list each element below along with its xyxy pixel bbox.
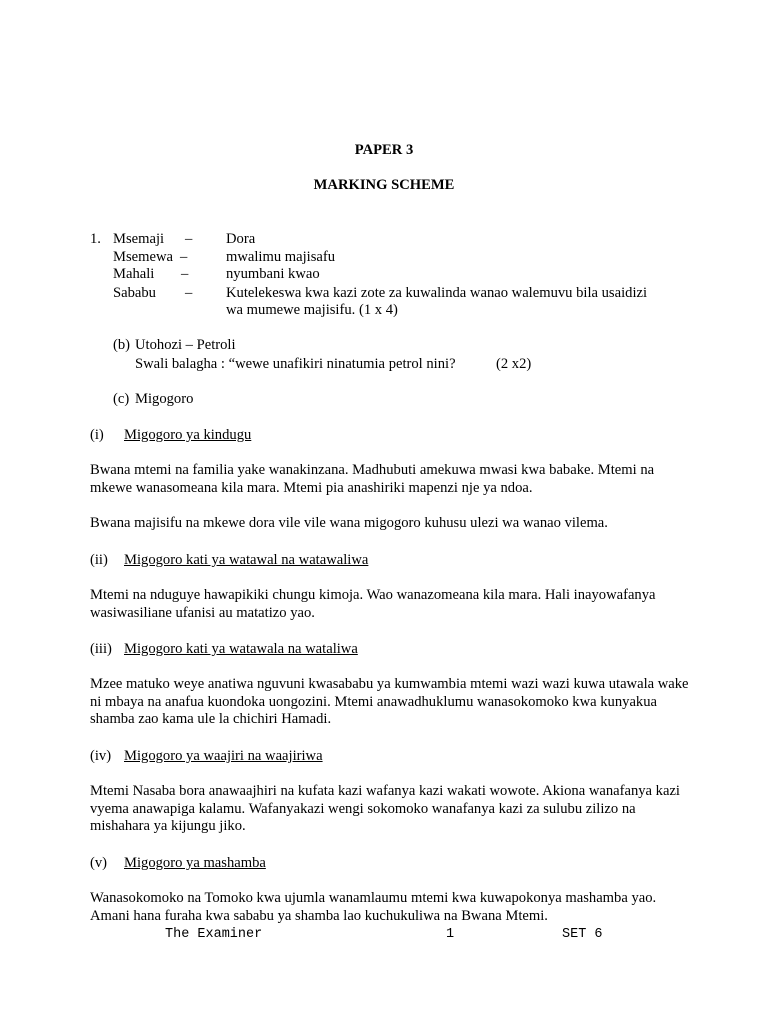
footer-examiner: The Examiner — [165, 927, 263, 942]
part-c-label: (c) — [113, 391, 130, 407]
section-paragraph: Mtemi na nduguye hawapikiki chungu kimoja. Wao wanazomeana kila mara. Hali inayowafanya wasiwasiliane ufanisi au matatizo yao. — [90, 587, 656, 621]
section-paragraph: Bwana majisifu na mkewe dora vile vile wana migogoro kuhusu ulezi wa wanao vilema. — [90, 515, 608, 531]
value-msemewa: mwalimu majisafu — [226, 249, 336, 265]
section-num: (iii) — [90, 641, 112, 657]
section-heading: Migogoro ya waajiri na waajiriwa — [124, 748, 323, 764]
part-c-title: Migogoro — [135, 391, 194, 407]
section-heading: Migogoro ya kindugu — [124, 427, 252, 443]
section-paragraph: Mtemi Nasaba bora anawaajhiri na kufata kazi wafanya kazi wakati wowote. Akiona wanafanya kazi vyema anawapiga kalamu. Wafanyakazi wengi sokomoko wanafanya kazi za sulubu zilizo na mishahara ya kijungu jiko. — [90, 783, 680, 835]
part-b-title: Utohozi – Petroli — [135, 337, 236, 353]
label-msemaji: Msemaji — [113, 231, 165, 247]
footer-set: SET 6 — [562, 927, 603, 942]
dash: – — [185, 231, 193, 247]
section-paragraph: Bwana mtemi na familia yake wanakinzana. Madhubuti amekuwa mwasi kwa babake. Mtemi na mkewe wanasomeana kila mara. Mtemi pia anashiriki mapenzi nje ya ndoa. — [90, 462, 655, 496]
marking-scheme-title: MARKING SCHEME — [313, 177, 455, 193]
part-b-label: (b) — [113, 337, 131, 353]
part-b-marks: (2 x2) — [496, 356, 532, 372]
sababu-cont-text: wa mumewe majisifu. — [226, 302, 356, 318]
part-b-line: Swali balagha : “wewe unafikiri ninatumia petrol nini? — [135, 356, 456, 372]
section-num: (i) — [90, 427, 104, 443]
value-mahali: nyumbani kwao — [226, 266, 320, 282]
dash: – — [181, 266, 189, 282]
footer-page-number: 1 — [446, 927, 455, 942]
dash: – — [180, 249, 188, 265]
section-num: (v) — [90, 855, 108, 871]
label-mahali: Mahali — [113, 266, 155, 282]
q1-marks: (1 x 4) — [358, 302, 398, 318]
section-heading: Migogoro ya mashamba — [124, 855, 266, 871]
section-heading: Migogoro kati ya watawala na wataliwa — [124, 641, 358, 657]
sababu-continuation — [226, 301, 398, 319]
section-paragraph: Mzee matuko weye anatiwa nguvuni kwasababu ya kumwambia mtemi wazi wazi kuwa utawala wake ni mbaya na anafua kuondoka uongozini. Mtemi anawadhuklumu wanasokomoko kwa kunyakua shamba zao kama ule la chichiri Hamadi. — [90, 676, 689, 728]
dash: – — [185, 285, 193, 301]
question-number: 1. — [90, 231, 101, 247]
section-num: (ii) — [90, 552, 108, 568]
value-msemaji: Dora — [226, 231, 256, 247]
section-num: (iv) — [90, 748, 112, 764]
value-sababu: Kutelekeswa kwa kazi zote za kuwalinda wanao walemuvu bila usaidizi — [226, 285, 648, 301]
label-sababu: Sababu — [113, 285, 156, 301]
paper-title: PAPER 3 — [354, 142, 414, 158]
section-paragraph: Wanasokomoko na Tomoko kwa ujumla wanamlaumu mtemi kwa kuwapokonya mashamba yao. Amani hana furaha kwa sababu ya shamba lao kuchukuliwa na Bwana Mtemi. — [90, 890, 657, 924]
label-msemewa: Msemewa — [113, 249, 173, 265]
section-heading: Migogoro kati ya watawal na watawaliwa — [124, 552, 369, 568]
